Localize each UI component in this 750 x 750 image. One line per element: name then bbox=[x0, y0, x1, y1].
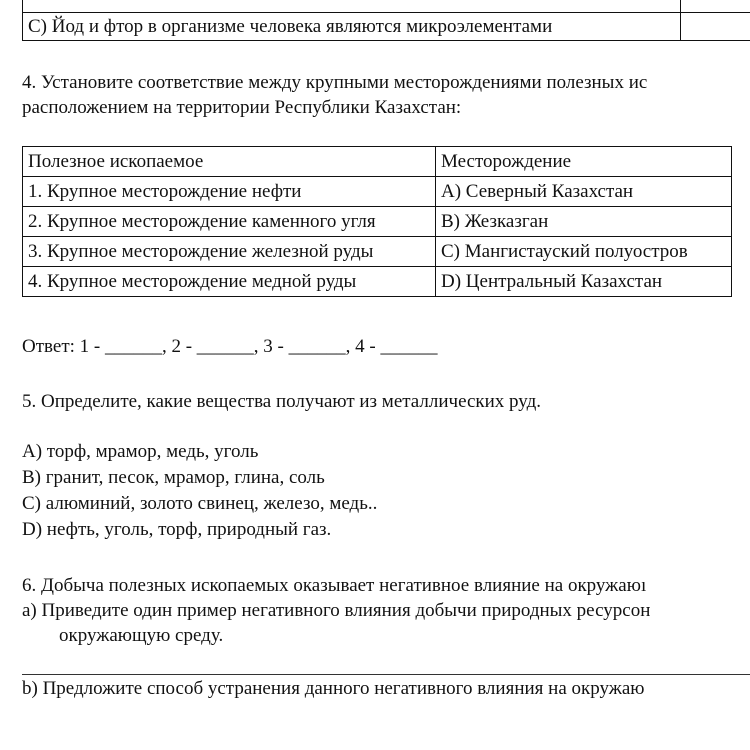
option-a: A) торф, мрамор, медь, уголь bbox=[22, 441, 259, 462]
table-cell: D) Центральный Казахстан bbox=[436, 267, 732, 297]
question-6a-text-line2: окружающую среду. bbox=[59, 625, 224, 646]
table-cell: B) Жезказган bbox=[436, 207, 732, 237]
table-row bbox=[23, 267, 732, 297]
answer-rule bbox=[22, 674, 750, 675]
table-cell: 2. Крупное месторождение каменного угля bbox=[23, 207, 436, 237]
column-header-deposit: Месторождение bbox=[436, 147, 732, 177]
question-6a-text: а) Приведите один пример негативного влияния добычи природных ресурсон bbox=[22, 600, 651, 621]
table-cell bbox=[681, 13, 750, 41]
table-cell: A) Северный Казахстан bbox=[436, 177, 732, 207]
table-row bbox=[23, 207, 732, 237]
table-row bbox=[23, 237, 732, 267]
table-cell: С) Йод и фтор в организме человека являются микроэлементами bbox=[23, 13, 681, 41]
table-cell bbox=[681, 0, 750, 13]
table-row bbox=[23, 13, 750, 41]
table-row bbox=[23, 0, 750, 13]
option-b: B) гранит, песок, мрамор, глина, соль bbox=[22, 467, 325, 488]
table-header-row bbox=[23, 147, 732, 177]
matching-table bbox=[22, 146, 732, 297]
table-cell: 3. Крупное месторождение железной руды bbox=[23, 237, 436, 267]
question-4-text: 4. Установите соответствие между крупными месторождениями полезных ис bbox=[22, 72, 648, 93]
option-c: C) алюминий, золото свинец, железо, медь.. bbox=[22, 493, 378, 514]
answer-line: Ответ: 1 - ______, 2 - ______, 3 - ______, 4 - ______ bbox=[22, 336, 438, 357]
question-5-text: 5. Определите, какие вещества получают из металлических руд. bbox=[22, 391, 542, 412]
previous-question-table bbox=[22, 0, 750, 41]
question-4-text-line2: расположением на территории Республики Казахстан: bbox=[22, 97, 462, 118]
option-d: D) нефть, уголь, торф, природный газ. bbox=[22, 519, 332, 540]
question-6-text: 6. Добыча полезных ископаемых оказывает негативное влияние на окружаюı bbox=[22, 575, 647, 596]
table-cell: C) Мангистауский полуостров bbox=[436, 237, 732, 267]
question-6b-text: b) Предложите способ устранения данного негативного влияния на окружаю bbox=[22, 678, 645, 699]
table-row bbox=[23, 177, 732, 207]
table-cell bbox=[23, 0, 681, 13]
table-cell: 4. Крупное месторождение медной руды bbox=[23, 267, 436, 297]
column-header-mineral: Полезное ископаемое bbox=[23, 147, 436, 177]
table-cell: 1. Крупное месторождение нефти bbox=[23, 177, 436, 207]
